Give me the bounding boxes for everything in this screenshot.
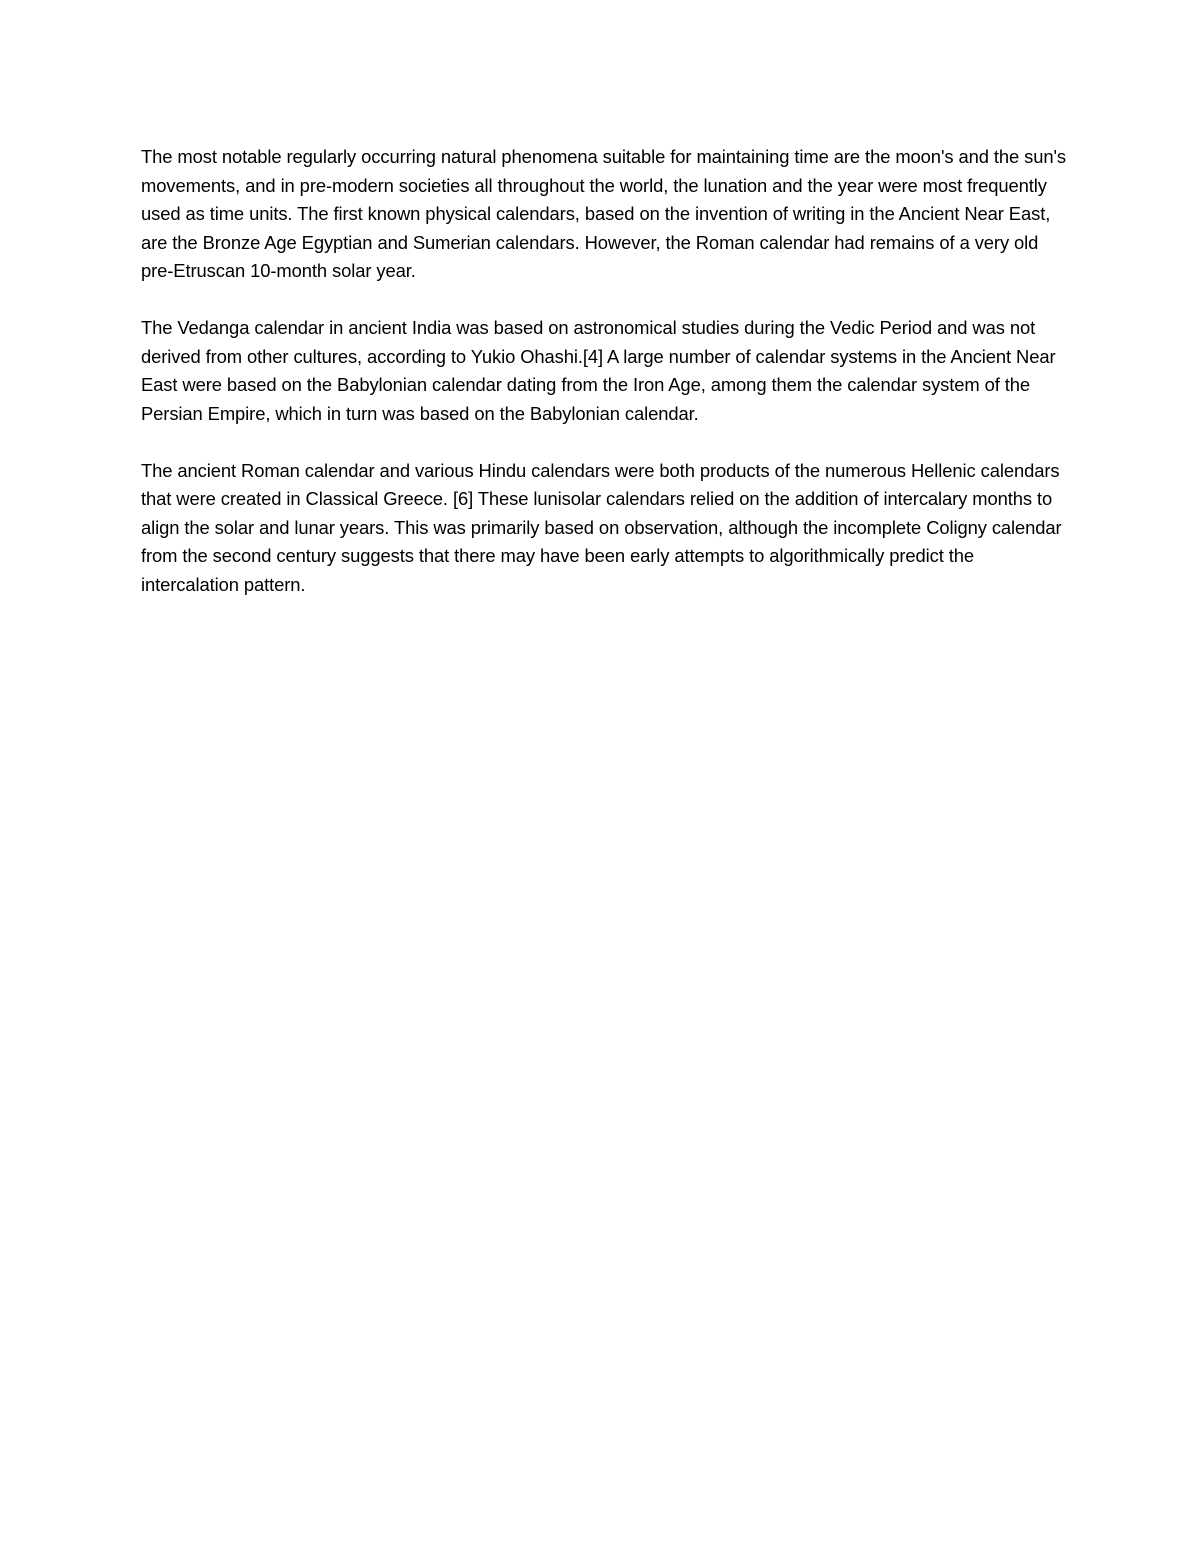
paragraph-1: The most notable regularly occurring natural phenomena suitable for maintaining time are the moon's and the sun's movements, and in pre-modern societies all throughout the world, the lunation and the year were most frequently used as time units. The first known physical calendars, based on the invention of writing in the Ancient Near East, are the Bronze Age Egyptian and Sumerian calendars. However, the Roman calendar had remains of a very old pre-Etruscan 10-month solar year. [141, 146, 1066, 281]
paragraph-3: The ancient Roman calendar and various Hindu calendars were both products of the numerous Hellenic calendars that were created in Classical Greece. [6] These lunisolar calendars relied on the addition of intercalary months to align the solar and lunar years. This was primarily based on observation, although the incomplete Coligny calendar from the second century suggests that there may have been early attempts to algorithmically predict the intercalation pattern. [141, 459, 1062, 595]
paragraph-2: The Vedanga calendar in ancient India was based on astronomical studies during the Vedic Period and was not derived from other cultures, according to Yukio Ohashi.[4] A large number of calendar systems in the Ancient Near East were based on the Babylonian calendar dating from the Iron Age, among them the calendar system of the Persian Empire, which in turn was based on the Babylonian calendar. [141, 317, 1056, 424]
document-body [141, 143, 1071, 628]
